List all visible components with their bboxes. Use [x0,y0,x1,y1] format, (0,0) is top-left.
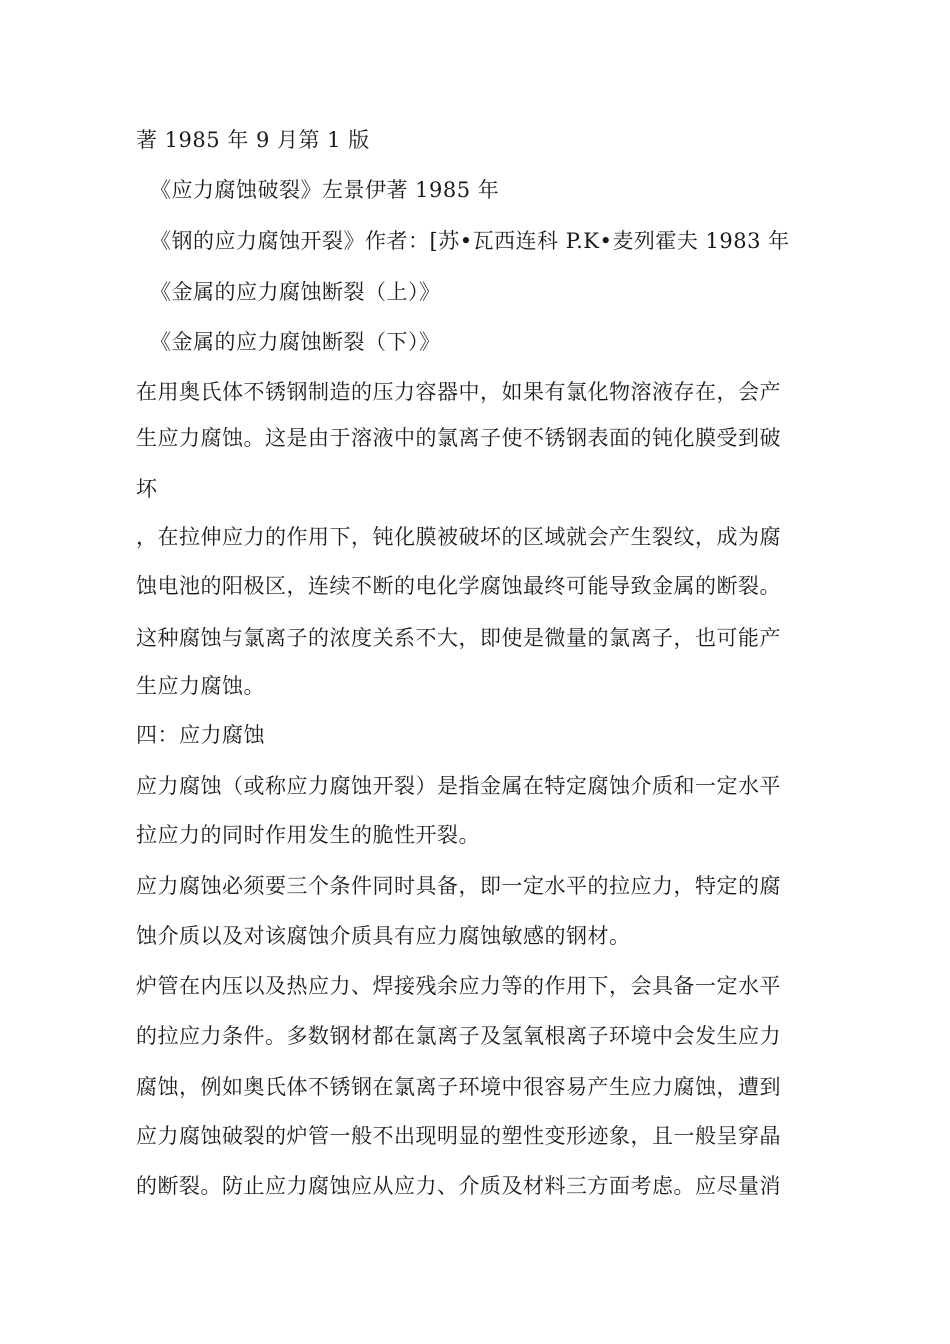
text-line-18: 炉管在内压以及热应力、焊接残余应力等的作用下，会具备一定水平 [136,974,781,998]
text-line-7: 生应力腐蚀。这是由于溶液中的氯离子使不锈钢表面的钝化膜受到破 [136,426,781,450]
text-line-15: 拉应力的同时作用发生的脆性开裂。 [136,823,480,847]
text-line-17: 蚀介质以及对该腐蚀介质具有应力腐蚀敏感的钢材。 [136,924,631,948]
text-line-2: 《应力腐蚀破裂》左景伊著 1985 年 [150,178,500,202]
text-line-14: 应力腐蚀（或称应力腐蚀开裂）是指金属在特定腐蚀介质和一定水平 [136,774,781,798]
text-line-11: 这种腐蚀与氯离子的浓度关系不大，即使是微量的氯离子，也可能产 [136,626,781,650]
text-line-12: 生应力腐蚀。 [136,674,265,698]
text-line-20: 腐蚀，例如奥氏体不锈钢在氯离子环境中很容易产生应力腐蚀，遭到 [136,1075,781,1099]
text-line-10: 蚀电池的阳极区，连续不断的电化学腐蚀最终可能导致金属的断裂。 [136,574,781,598]
text-line-4: 《金属的应力腐蚀断裂（上）》 [150,280,441,304]
text-line-5: 《金属的应力腐蚀断裂（下）》 [150,330,441,354]
text-line-21: 应力腐蚀破裂的炉管一般不出现明显的塑性变形迹象，且一般呈穿晶 [136,1124,781,1148]
text-line-22: 的断裂。防止应力腐蚀应从应力、介质及材料三方面考虑。应尽量消 [136,1174,781,1198]
text-line-6: 在用奥氏体不锈钢制造的压力容器中，如果有氯化物溶液存在，会产 [136,380,781,404]
section-heading: 四：应力腐蚀 [136,723,265,747]
text-line-3: 《钢的应力腐蚀开裂》作者：[苏•瓦西连科 P.K•麦列霍夫 1983 年 [150,229,790,253]
text-line-16: 应力腐蚀必须要三个条件同时具备，即一定水平的拉应力，特定的腐 [136,874,781,898]
text-line-19: 的拉应力条件。多数钢材都在氯离子及氢氧根离子环境中会发生应力 [136,1024,781,1048]
text-line-9: ，在拉伸应力的作用下，钝化膜被破坏的区域就会产生裂纹，成为腐 [136,525,781,549]
text-line-8: 坏 [136,477,158,501]
text-line-1: 著 1985 年 9 月第 1 版 [136,128,370,152]
